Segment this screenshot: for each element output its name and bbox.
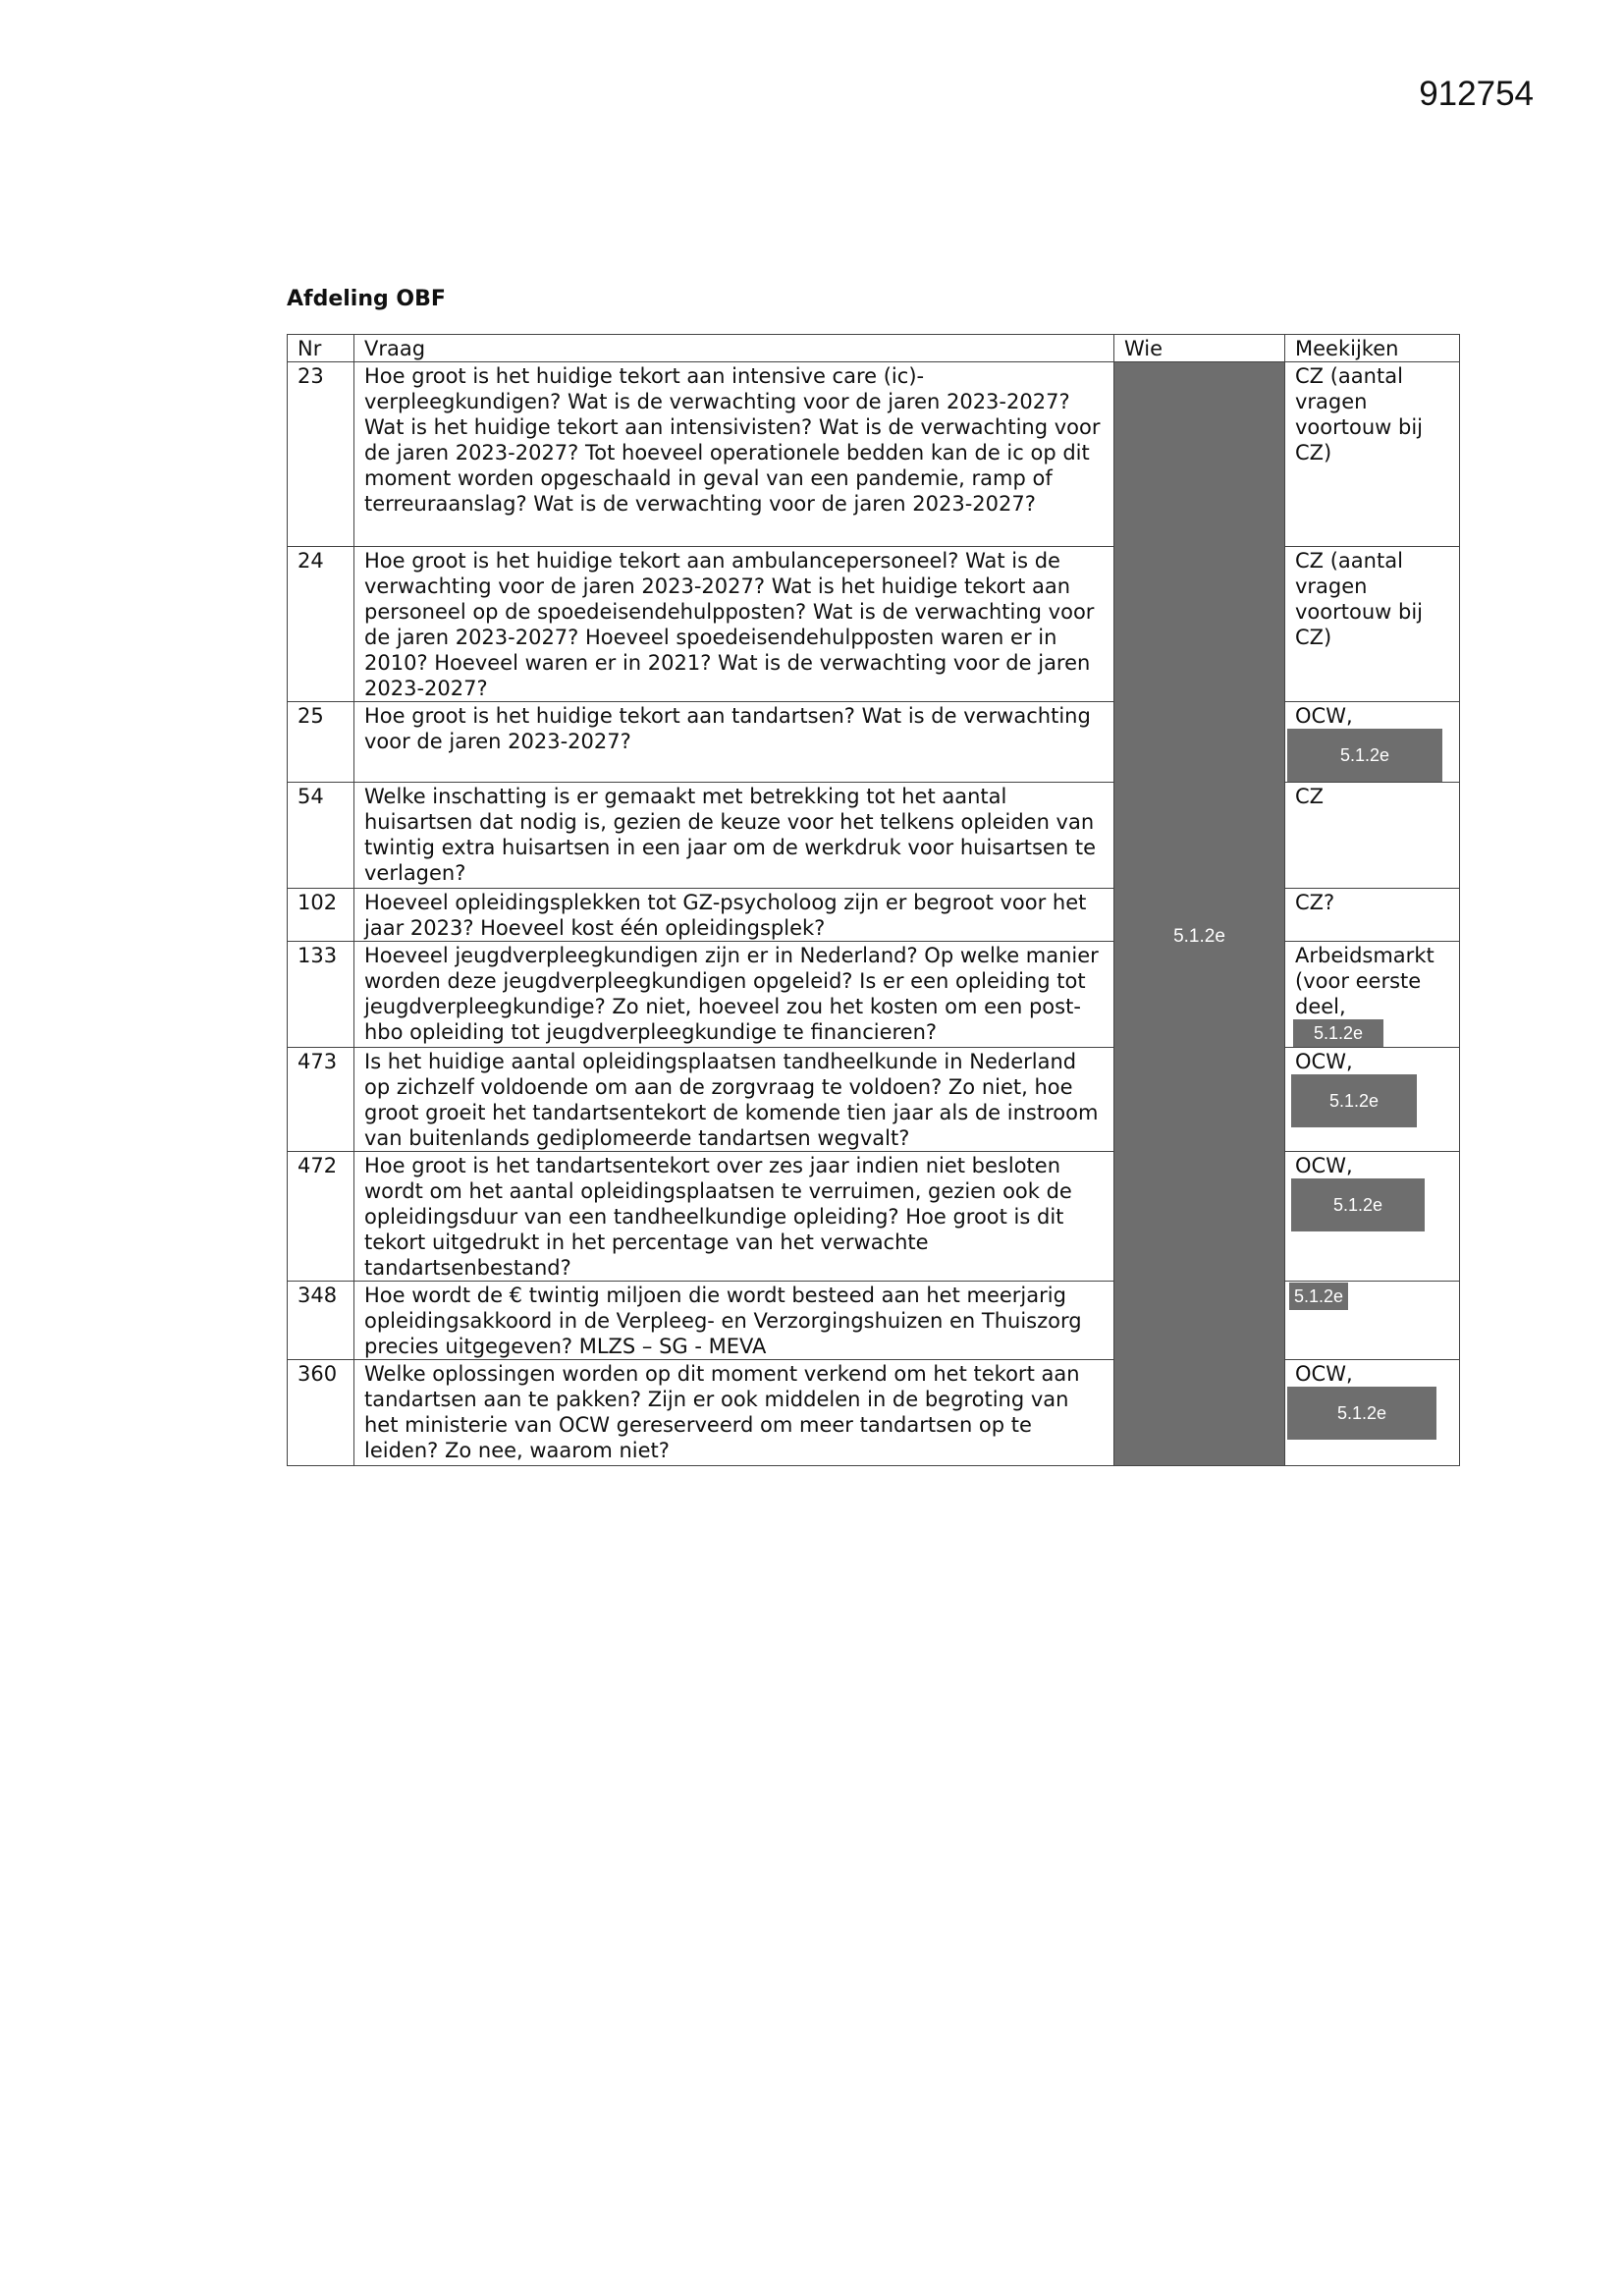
table-row (288, 362, 1460, 547)
row-vraag: Hoe groot is het huidige tekort aan ambulancepersoneel? Wat is de verwachting voor de jaren 2023-2027? Wat is het huidige tekort aan personeel op de spoedeisendehulpposten? Wat is de verwachting voor de jaren 2023-2027? Hoeveel spoedeisendehulpposten waren er in 2010? Hoeveel waren er in 2021? Wat is de verwachting voor de jaren 2023-2027? (354, 547, 1114, 702)
row-nr: 348 (288, 1282, 354, 1360)
meekijken-text: OCW, (1295, 1050, 1353, 1073)
row-meekijken: CZ (aantal vragen voortouw bij CZ) (1285, 362, 1460, 547)
row-nr: 102 (288, 889, 354, 942)
row-vraag: Is het huidige aantal opleidingsplaatsen tandheelkunde in Nederland op zichzelf voldoende om aan de zorgvraag te voldoen? Zo niet, hoe groot groeit het tandartsentekort de komende tien jaar als de instroom van buitenlands gediplomeerde tandartsen wegvalt? (354, 1048, 1114, 1152)
meekijken-text: OCW, (1295, 1154, 1353, 1177)
row-meekijken (1285, 942, 1460, 1048)
row-vraag: Hoeveel opleidingsplekken tot GZ-psycholoog zijn er begroot voor het jaar 2023? Hoeveel kost één opleidingsplek? (354, 889, 1114, 942)
meekijken-redaction: 5.1.2e (1291, 1178, 1425, 1231)
row-nr: 23 (288, 362, 354, 547)
document-number: 912754 (1419, 75, 1534, 113)
row-nr: 25 (288, 702, 354, 783)
row-meekijken (1285, 702, 1460, 783)
wie-redaction-label: 5.1.2e (1173, 926, 1225, 947)
questions-table (287, 334, 1460, 1466)
row-vraag: Hoe groot is het tandartsentekort over zes jaar indien niet besloten wordt om het aantal opleidingsplaatsen te verruimen, gezien ook de opleidingsduur van een tandheelkundige opleiding? Hoe groot is dit tekort uitgedrukt in het percentage van het verwachte tandartsenbestand? (354, 1152, 1114, 1282)
header-vraag: Vraag (354, 335, 1114, 362)
meekijken-redaction: 5.1.2e (1287, 1387, 1436, 1440)
meekijken-text: OCW, (1295, 1362, 1353, 1386)
header-wie: Wie (1114, 335, 1285, 362)
meekijken-redaction: 5.1.2e (1293, 1019, 1383, 1047)
row-nr: 360 (288, 1360, 354, 1466)
meekijken-text: Arbeidsmarkt (voor eerste deel, (1295, 944, 1435, 1018)
row-meekijken: CZ (1285, 783, 1460, 889)
row-vraag: Welke oplossingen worden op dit moment verkend om het tekort aan tandartsen aan te pakken? Zijn er ook middelen in de begroting van het ministerie van OCW gereserveerd om meer tandartsen op te leiden? Zo nee, waarom niet? (354, 1360, 1114, 1466)
row-vraag: Hoe groot is het huidige tekort aan tandartsen? Wat is de verwachting voor de jaren 2023-2027? (354, 702, 1114, 783)
meekijken-text: OCW, (1295, 704, 1353, 728)
table-header-row (288, 335, 1460, 362)
row-meekijken: CZ? (1285, 889, 1460, 942)
row-nr: 473 (288, 1048, 354, 1152)
header-meekijken: Meekijken (1285, 335, 1460, 362)
row-nr: 24 (288, 547, 354, 702)
row-vraag: Welke inschatting is er gemaakt met betrekking tot het aantal huisartsen dat nodig is, gezien de keuze voor het telkens opleiden van twintig extra huisartsen in een jaar om de werkdruk voor huisartsen te verlagen? (354, 783, 1114, 889)
meekijken-redaction: 5.1.2e (1291, 1074, 1417, 1127)
section-title: Afdeling OBF (287, 287, 446, 311)
wie-redaction-block (1114, 362, 1285, 1466)
meekijken-redaction: 5.1.2e (1289, 1283, 1348, 1310)
row-vraag: Hoe wordt de € twintig miljoen die wordt besteed aan het meerjarig opleidingsakkoord in de Verpleeg- en Verzorgingshuizen en Thuiszorg precies uitgegeven? MLZS – SG - MEVA (354, 1282, 1114, 1360)
row-meekijken (1285, 1048, 1460, 1152)
meekijken-redaction: 5.1.2e (1287, 729, 1442, 782)
header-nr: Nr (288, 335, 354, 362)
row-nr: 54 (288, 783, 354, 889)
row-meekijken (1285, 1360, 1460, 1466)
row-nr: 133 (288, 942, 354, 1048)
row-nr: 472 (288, 1152, 354, 1282)
row-vraag: Hoeveel jeugdverpleegkundigen zijn er in Nederland? Op welke manier worden deze jeugdverpleegkundigen opgeleid? Is er een opleiding tot jeugdverpleegkundige? Zo niet, hoeveel zou het kosten om een post-hbo opleiding tot jeugdverpleegkundige te financieren? (354, 942, 1114, 1048)
row-meekijken (1285, 1152, 1460, 1282)
row-meekijken (1285, 1282, 1460, 1360)
row-meekijken: CZ (aantal vragen voortouw bij CZ) (1285, 547, 1460, 702)
row-vraag: Hoe groot is het huidige tekort aan intensive care (ic)-verpleegkundigen? Wat is de verwachting voor de jaren 2023-2027? Wat is het huidige tekort aan intensivisten? Wat is de verwachting voor de jaren 2023-2027? Tot hoeveel operationele bedden kan de ic op dit moment worden opgeschaald in geval van een pandemie, ramp of terreuraanslag? Wat is de verwachting voor de jaren 2023-2027? (354, 362, 1114, 547)
